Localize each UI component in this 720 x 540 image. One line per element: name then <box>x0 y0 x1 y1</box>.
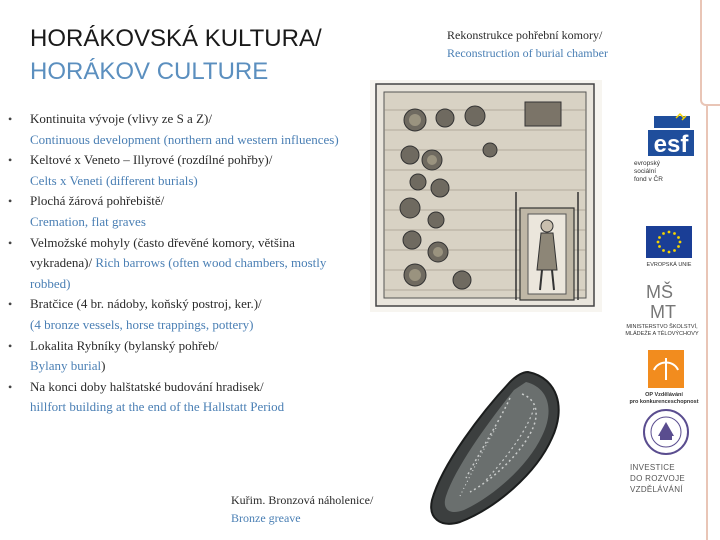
bullet-czech: Bratčice (4 br. nádoby, koňský postroj, ker.)/ <box>30 296 262 312</box>
esf-line-3: fond v ČR <box>634 176 663 183</box>
bronze-greave-photo <box>426 368 572 526</box>
bullet-czech: Lokalita Rybníky (bylanský pohřeb/ <box>30 337 219 353</box>
greave-caption-english: Bronze greave <box>231 511 301 525</box>
esf-text <box>634 160 694 184</box>
slide-frame-corner <box>700 0 720 106</box>
bullet-czech: Keltové x Veneto – Illyrové (rozdílné pohřby)/ <box>30 152 273 168</box>
bullet-czech: Velmožské mohyly (často dřevěné komory, většina vykradena)/ <box>30 234 295 271</box>
bullet-czech: Kontinuita vývoje (vlivy ze S a Z)/ <box>30 111 212 126</box>
title-english: HORÁKOV CULTURE <box>30 58 269 85</box>
bullet-item <box>8 233 348 295</box>
funding-logos <box>620 108 700 540</box>
investice-logo <box>630 462 700 495</box>
bullet-czech: Plochá žárová pohřebiště/ <box>30 193 165 209</box>
bullet-item <box>8 150 348 191</box>
op-line-1: OP Vzdělávání <box>645 392 683 398</box>
bullet-icon: • <box>8 379 13 394</box>
esf-line-2: sociální <box>634 168 657 175</box>
investice-line-3: VZDĚLÁVÁNÍ <box>630 485 683 494</box>
bullet-icon: • <box>8 153 13 168</box>
bullet-item <box>8 191 348 232</box>
greave-caption <box>231 491 431 527</box>
svg-text:esf: esf <box>653 131 689 158</box>
burial-caption-english: Reconstruction of burial chamber <box>447 46 608 60</box>
op-logo-icon <box>648 350 684 388</box>
svg-text:MT: MT <box>650 302 676 322</box>
bullet-icon: • <box>8 297 13 312</box>
bullet-english: Continuous development (northern and western influences) <box>30 131 339 147</box>
bullet-english: Celts x Veneti (different burials) <box>30 172 198 188</box>
eu-flag-icon <box>646 226 692 258</box>
msmt-label: MINISTERSTVO ŠKOLSTVÍ, MLÁDEŽE A TĚLOVÝCHOVY <box>625 324 699 337</box>
slide-frame-line <box>706 106 708 540</box>
burial-chamber-illustration <box>370 80 602 312</box>
title-czech: HORÁKOVSKÁ KULTURA/ <box>30 25 322 52</box>
esf-line-1: evropský <box>634 160 661 167</box>
bullet-english: Cremation, flat graves <box>30 213 146 229</box>
bullet-icon: • <box>8 338 13 353</box>
slide-title <box>30 22 390 88</box>
bullet-item <box>8 109 348 150</box>
investice-line-1: INVESTICE <box>630 463 675 472</box>
university-seal-icon <box>642 408 690 456</box>
bullet-english: Rich barrows (often wood chambers, mostly robbed) <box>30 255 327 291</box>
svg-text:MŠ: MŠ <box>646 282 673 302</box>
bullet-item <box>8 377 348 418</box>
op-label <box>628 392 700 406</box>
bullet-czech-tail: ) <box>101 358 106 374</box>
bullet-item <box>8 336 348 377</box>
bullet-czech: Na konci doby halštatské budování hradisek/ <box>30 378 264 394</box>
op-line-2: pro konkurenceschopnost <box>629 399 699 405</box>
bullet-item <box>8 294 348 335</box>
msmt-logo-icon <box>644 278 688 322</box>
bullet-list <box>8 109 348 418</box>
investice-line-2: DO ROZVOJE <box>630 474 686 483</box>
bullet-english: (4 bronze vessels, horse trappings, pottery) <box>30 316 254 332</box>
bullet-icon: • <box>8 194 13 209</box>
bullet-icon: • <box>8 112 13 126</box>
burial-caption-czech: Rekonstrukce pohřební komory/ <box>447 28 603 42</box>
burial-caption <box>447 26 657 62</box>
bullet-english: Bylany burial <box>30 358 102 374</box>
bullet-icon: • <box>8 235 13 250</box>
bullet-english: hillfort building at the end of the Hallstatt Period <box>30 399 285 415</box>
eu-label: EVROPSKÁ UNIE <box>646 262 692 268</box>
greave-caption-czech: Kuřim. Bronzová náholenice/ <box>231 493 374 507</box>
